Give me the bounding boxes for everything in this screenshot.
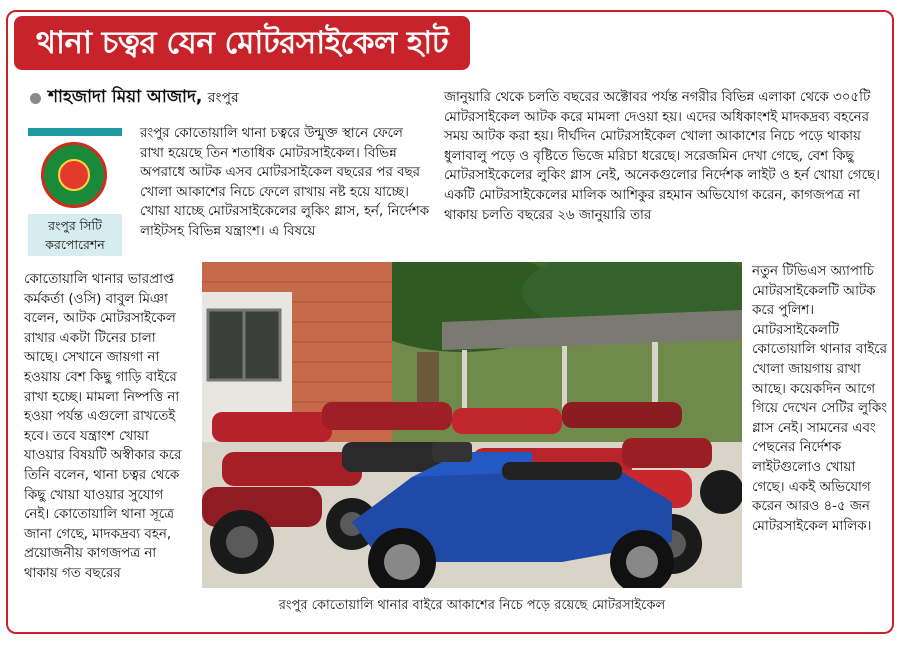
byline-bullet-icon bbox=[30, 93, 41, 104]
photo-caption: রংপুর কোতোয়ালি থানার বাইরে আকাশের নিচে পড়ে রয়েছে মোটরসাইকেল bbox=[278, 598, 666, 613]
article-column-1-top: রংপুর কোতোয়ালি থানা চত্বরে উন্মুক্ত স্থানে ফেলে রাখা হয়েছে তিন শতাধিক মোটরসাইকেল। বিভিন্ন অপরাধে আটক এসব মোটরসাইকেল বছরের পর বছর খোলা আকাশের নিচে ফেলে রাখায় নষ্ট হয়ে যাচ্ছে। খোয়া যাচ্ছে মোটরসাইকেলের লুকিং গ্লাস, হর্ন, নির্দেশক লাইটসহ বিভিন্ন যন্ত্রাংশ। এ বিষয়ে bbox=[140, 126, 430, 239]
photo-illustration bbox=[202, 262, 742, 588]
logo-caption-line1: রংপুর সিটি bbox=[48, 218, 102, 233]
byline-location: রংপুর bbox=[207, 90, 239, 106]
seal-icon bbox=[41, 142, 107, 208]
article-column-2: জানুয়ারি থেকে চলতি বছরের অক্টোবর পর্যন্ত নগরীর বিভিন্ন এলাকা থেকে ৩০৫টি মোটরসাইকেল আটক করে মামলা দেওয়া হয়। এদের অধিকাংশই মাদকদ্রব্য বহনের সময় আটক করা হয়। দীর্ঘদিন মোটরসাইকেল খোলা আকাশের নিচে পড়ে থাকায় ধুলাবালু পড়ে ও বৃষ্টিতে ভিজে মরিচা ধরেছে। সরেজমিন দেখা গেছে, বেশ কিছু মোটরসাইকেলের লুকিং গ্লাস নেই, অনেকগুলোর নির্দেশক লাইট ও হর্ন খোয়া গেছে। একটি মোটরসাইকেলের মালিক আশিকুর রহমান অভিযোগ করেন, কাগজপত্র না থাকায় চলতি বছরের ২৬ জানুয়ারি তার bbox=[444, 90, 880, 223]
article-column-1-lower: কোতোয়ালি থানার ভারপ্রাপ্ত কর্মকর্তা (ওসি) বাবুল মিঞা বলেন, আটক মোটরসাইকেল রাখার একটা টিনের চালা আছে। সেখানে জায়গা না হওয়ায় বেশ কিছু গাড়ি বাইরে রাখা হচ্ছে। মামলা নিষ্পত্তি না হওয়া পর্যন্ত এগুলো রাখতেই হবে। তবে যন্ত্রাংশ খোয়া যাওয়ার বিষয়টি অস্বীকার করে তিনি বলেন, থানা চত্বর থেকে কিছু খোয়া যাওয়ার সুযোগ নেই। কোতোয়ালি থানা সূত্রে জানা গেছে, মাদকদ্রব্য বহন, প্রয়োজনীয় কাগজপত্র না থাকায় গত বছরের bbox=[24, 272, 182, 581]
city-corporation-logo bbox=[28, 128, 122, 256]
logo-top-bar bbox=[28, 128, 122, 136]
headline: থানা চত্বর যেন মোটরসাইকেল হাট bbox=[14, 16, 470, 70]
motorcycles-photo bbox=[202, 262, 742, 588]
logo-caption-line2: করপোরেশন bbox=[45, 237, 105, 252]
byline bbox=[48, 84, 239, 112]
article-column-2-right: নতুন টিভিএস অ্যাপাচি মোটরসাইকেলটি আটক করে পুলিশ। মোটরসাইকেলটি কোতোয়ালি থানার বাইরে খোলা জায়গায় রাখা আছে। কয়েকদিন আগে গিয়ে দেখেন সেটির লুকিং গ্লাস নেই। সামনের এবং পেছনের নির্দেশক লাইটগুলোও খোয়া গেছে। একই অভিযোগ করেন আরও ৪-৫ জন মোটরসাইকেল মালিক। bbox=[752, 264, 887, 534]
seal-inner-circle bbox=[58, 159, 90, 191]
byline-author: শাহজাদা মিয়া আজাদ, bbox=[48, 87, 203, 107]
logo-caption bbox=[28, 214, 122, 256]
